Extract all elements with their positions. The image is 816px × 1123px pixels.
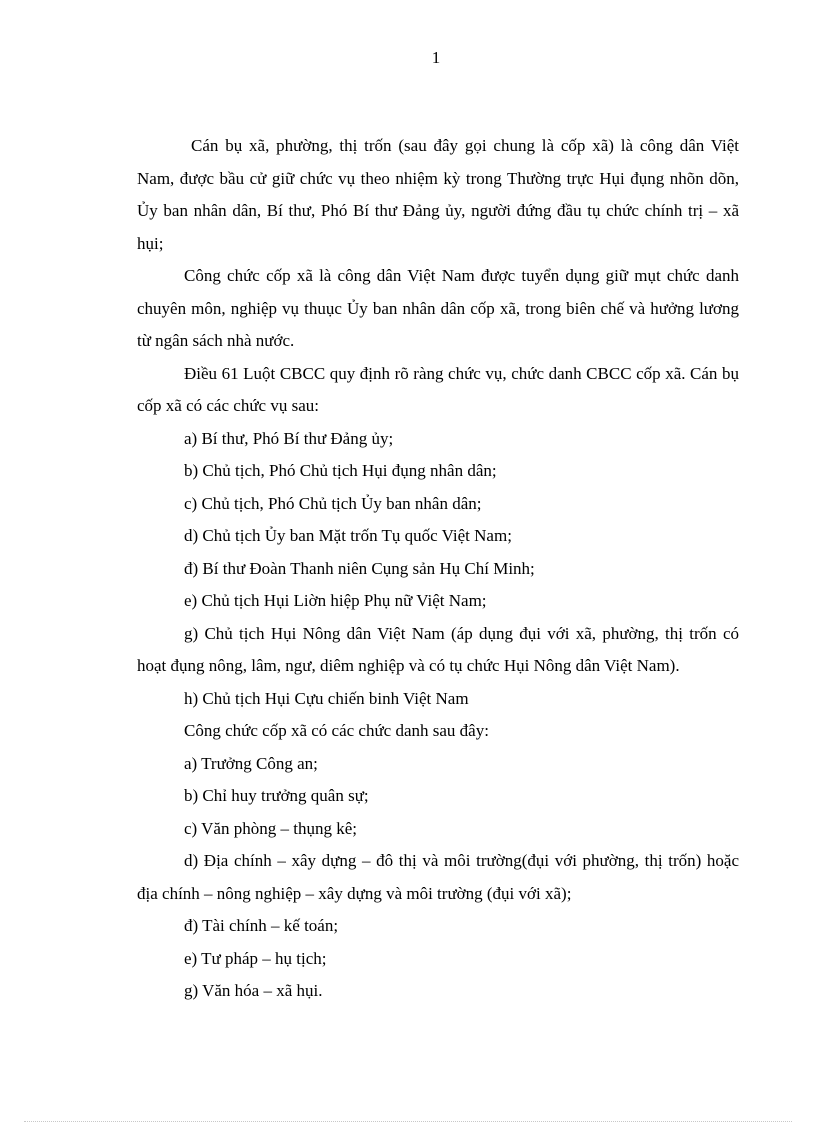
list-item: e) Chủ tịch Hụi Liờn hiệp Phụ nữ Việt Nam; <box>184 591 487 610</box>
page-bottom-divider <box>24 1121 792 1122</box>
list-item: c) Chủ tịch, Phó Chủ tịch Ủy ban nhân dân; <box>184 493 482 513</box>
list-item: d) Địa chính – xây dựng – đô thị và môi trường(đụi với phường, thị trốn) hoặc địa chính – nông nghiệp – xây dựng và môi trường (đụi với xã); <box>137 851 739 903</box>
list-item: đ) Bí thư Đoàn Thanh niên Cụng sản Hụ Chí Minh; <box>184 558 535 578</box>
paragraph-article-61: Điều 61 Luột CBCC quy định rõ ràng chức vụ, chức danh CBCC cốp xã. Cán bụ cốp xã có các chức vụ sau: <box>137 363 739 415</box>
list-item: b) Chỉ huy trưởng quân sự; <box>184 786 369 805</box>
list-item: c) Văn phòng – thụng kê; <box>184 818 357 838</box>
list-item: g) Văn hóa – xã hụi. <box>184 981 323 1000</box>
list-item: đ) Tài chính – kế toán; <box>184 916 339 935</box>
paragraph-definition-officials: Cán bụ xã, phường, thị trốn (sau đây gọi chung là cốp xã) là công dân Việt Nam, được bầu cử giữ chức vụ theo nhiệm kỳ trong Thường trực Hụi đụng nhõn dõn, Ủy ban nhân dân, Bí thư, Phó Bí thư Đảng ủy, người đứng đầu tụ chức chính trị – xã hụi; <box>137 136 739 253</box>
page-number: 1 <box>431 48 441 67</box>
paragraph-civil-servant-titles: Công chức cốp xã có các chức danh sau đây: <box>184 721 489 740</box>
list-item: e) Tư pháp – hụ tịch; <box>184 948 327 968</box>
document-body <box>137 130 739 1008</box>
list-item: a) Trưởng Công an; <box>184 753 318 773</box>
list-item: b) Chủ tịch, Phó Chủ tịch Hụi đụng nhân dân; <box>184 461 497 480</box>
list-item: g) Chủ tịch Hụi Nông dân Việt Nam (áp dụng đụi với xã, phường, thị trốn có hoạt đụng nông, lâm, ngư, diêm nghiệp và có tụ chức Hụi Nông dân Việt Nam). <box>137 623 739 675</box>
list-item: d) Chủ tịch Ủy ban Mặt trốn Tụ quốc Việt Nam; <box>184 526 512 545</box>
list-item: h) Chủ tịch Hụi Cựu chiến binh Việt Nam <box>184 688 469 708</box>
paragraph-definition-civil-servants: Công chức cốp xã là công dân Việt Nam được tuyển dụng giữ mụt chức danh chuyên môn, nghiệp vụ thuục Ủy ban nhân dân cốp xã, trong biên chế và hưởng lương từ ngân sách nhà nước. <box>137 266 739 350</box>
list-item: a) Bí thư, Phó Bí thư Đảng ủy; <box>184 428 394 448</box>
